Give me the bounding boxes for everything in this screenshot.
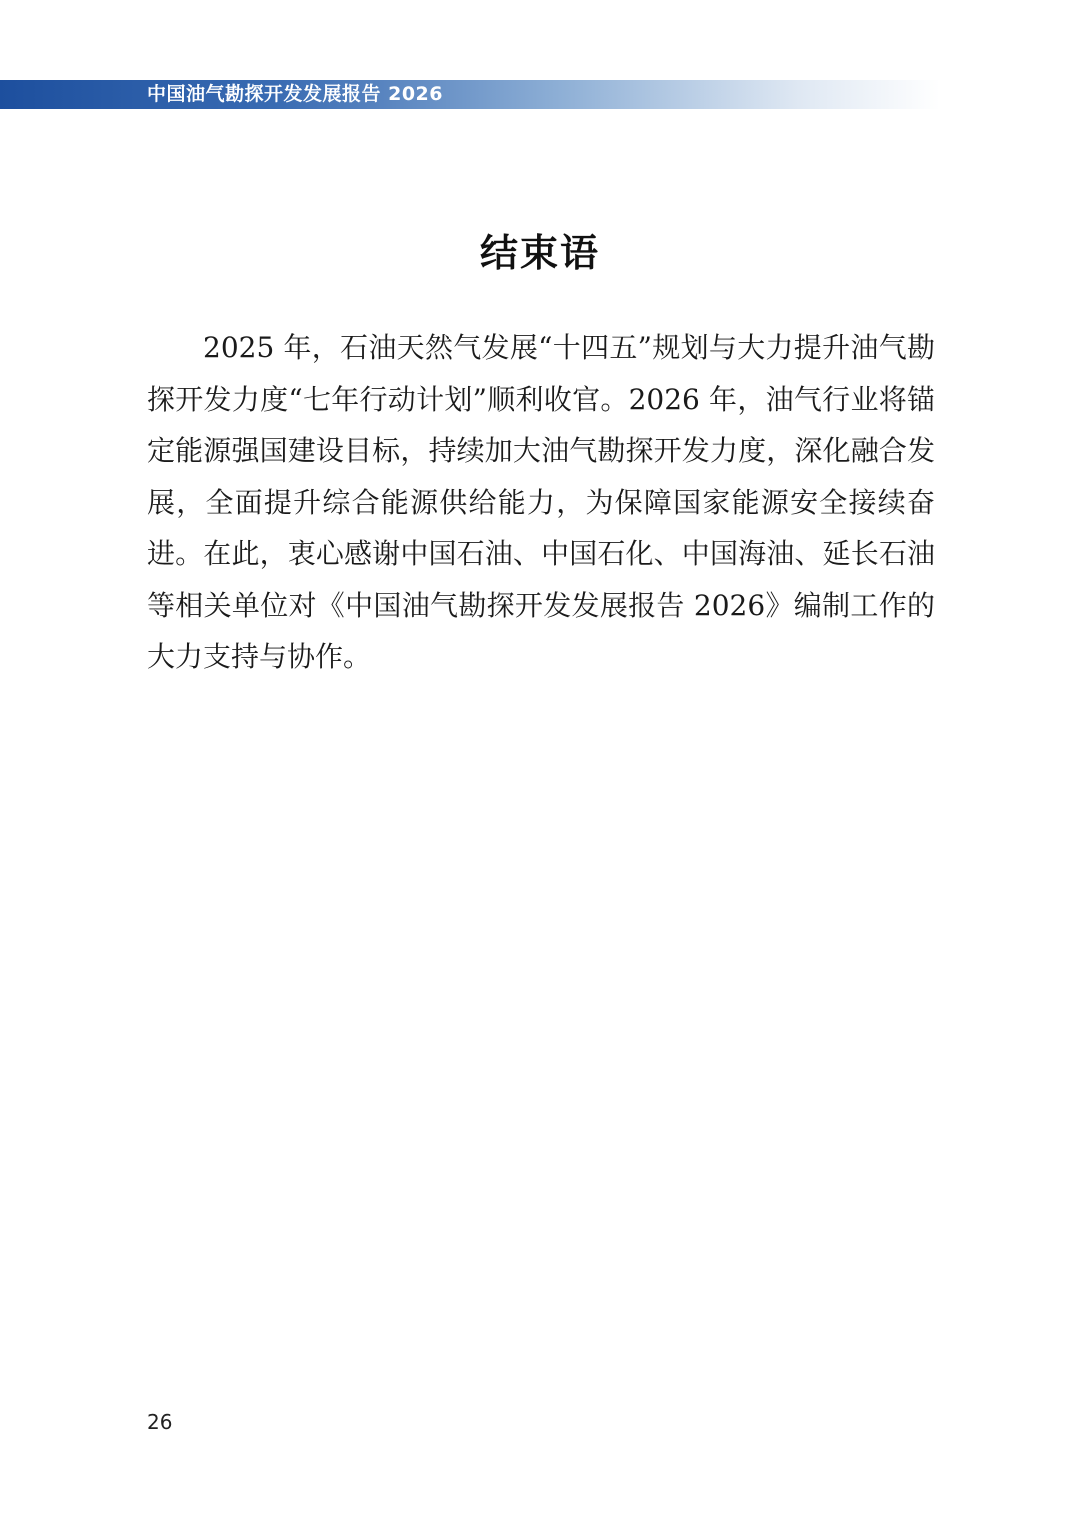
page-number: 26 bbox=[147, 1410, 173, 1434]
running-header-title: 中国油气勘探开发发展报告 2026 bbox=[147, 83, 443, 105]
section-title: 结束语 bbox=[479, 231, 600, 275]
body-paragraph: 2025 年，石油天然气发展“十四五”规划与大力提升油气勘探开发力度“七年行动计划”顺利收官。2026 年，油气行业将锚定能源强国建设目标，持续加大油气勘探开发力度，深化融合发展，全面提升综合能源供给能力，为保障国家能源安全接续奋进。在此，衷心感谢中国石油、中国石化、中国海油、延长石油等相关单位对《中国油气勘探开发发展报告 2026》编制工作的大力支持与协作。 bbox=[147, 331, 935, 673]
header-band bbox=[0, 80, 940, 109]
